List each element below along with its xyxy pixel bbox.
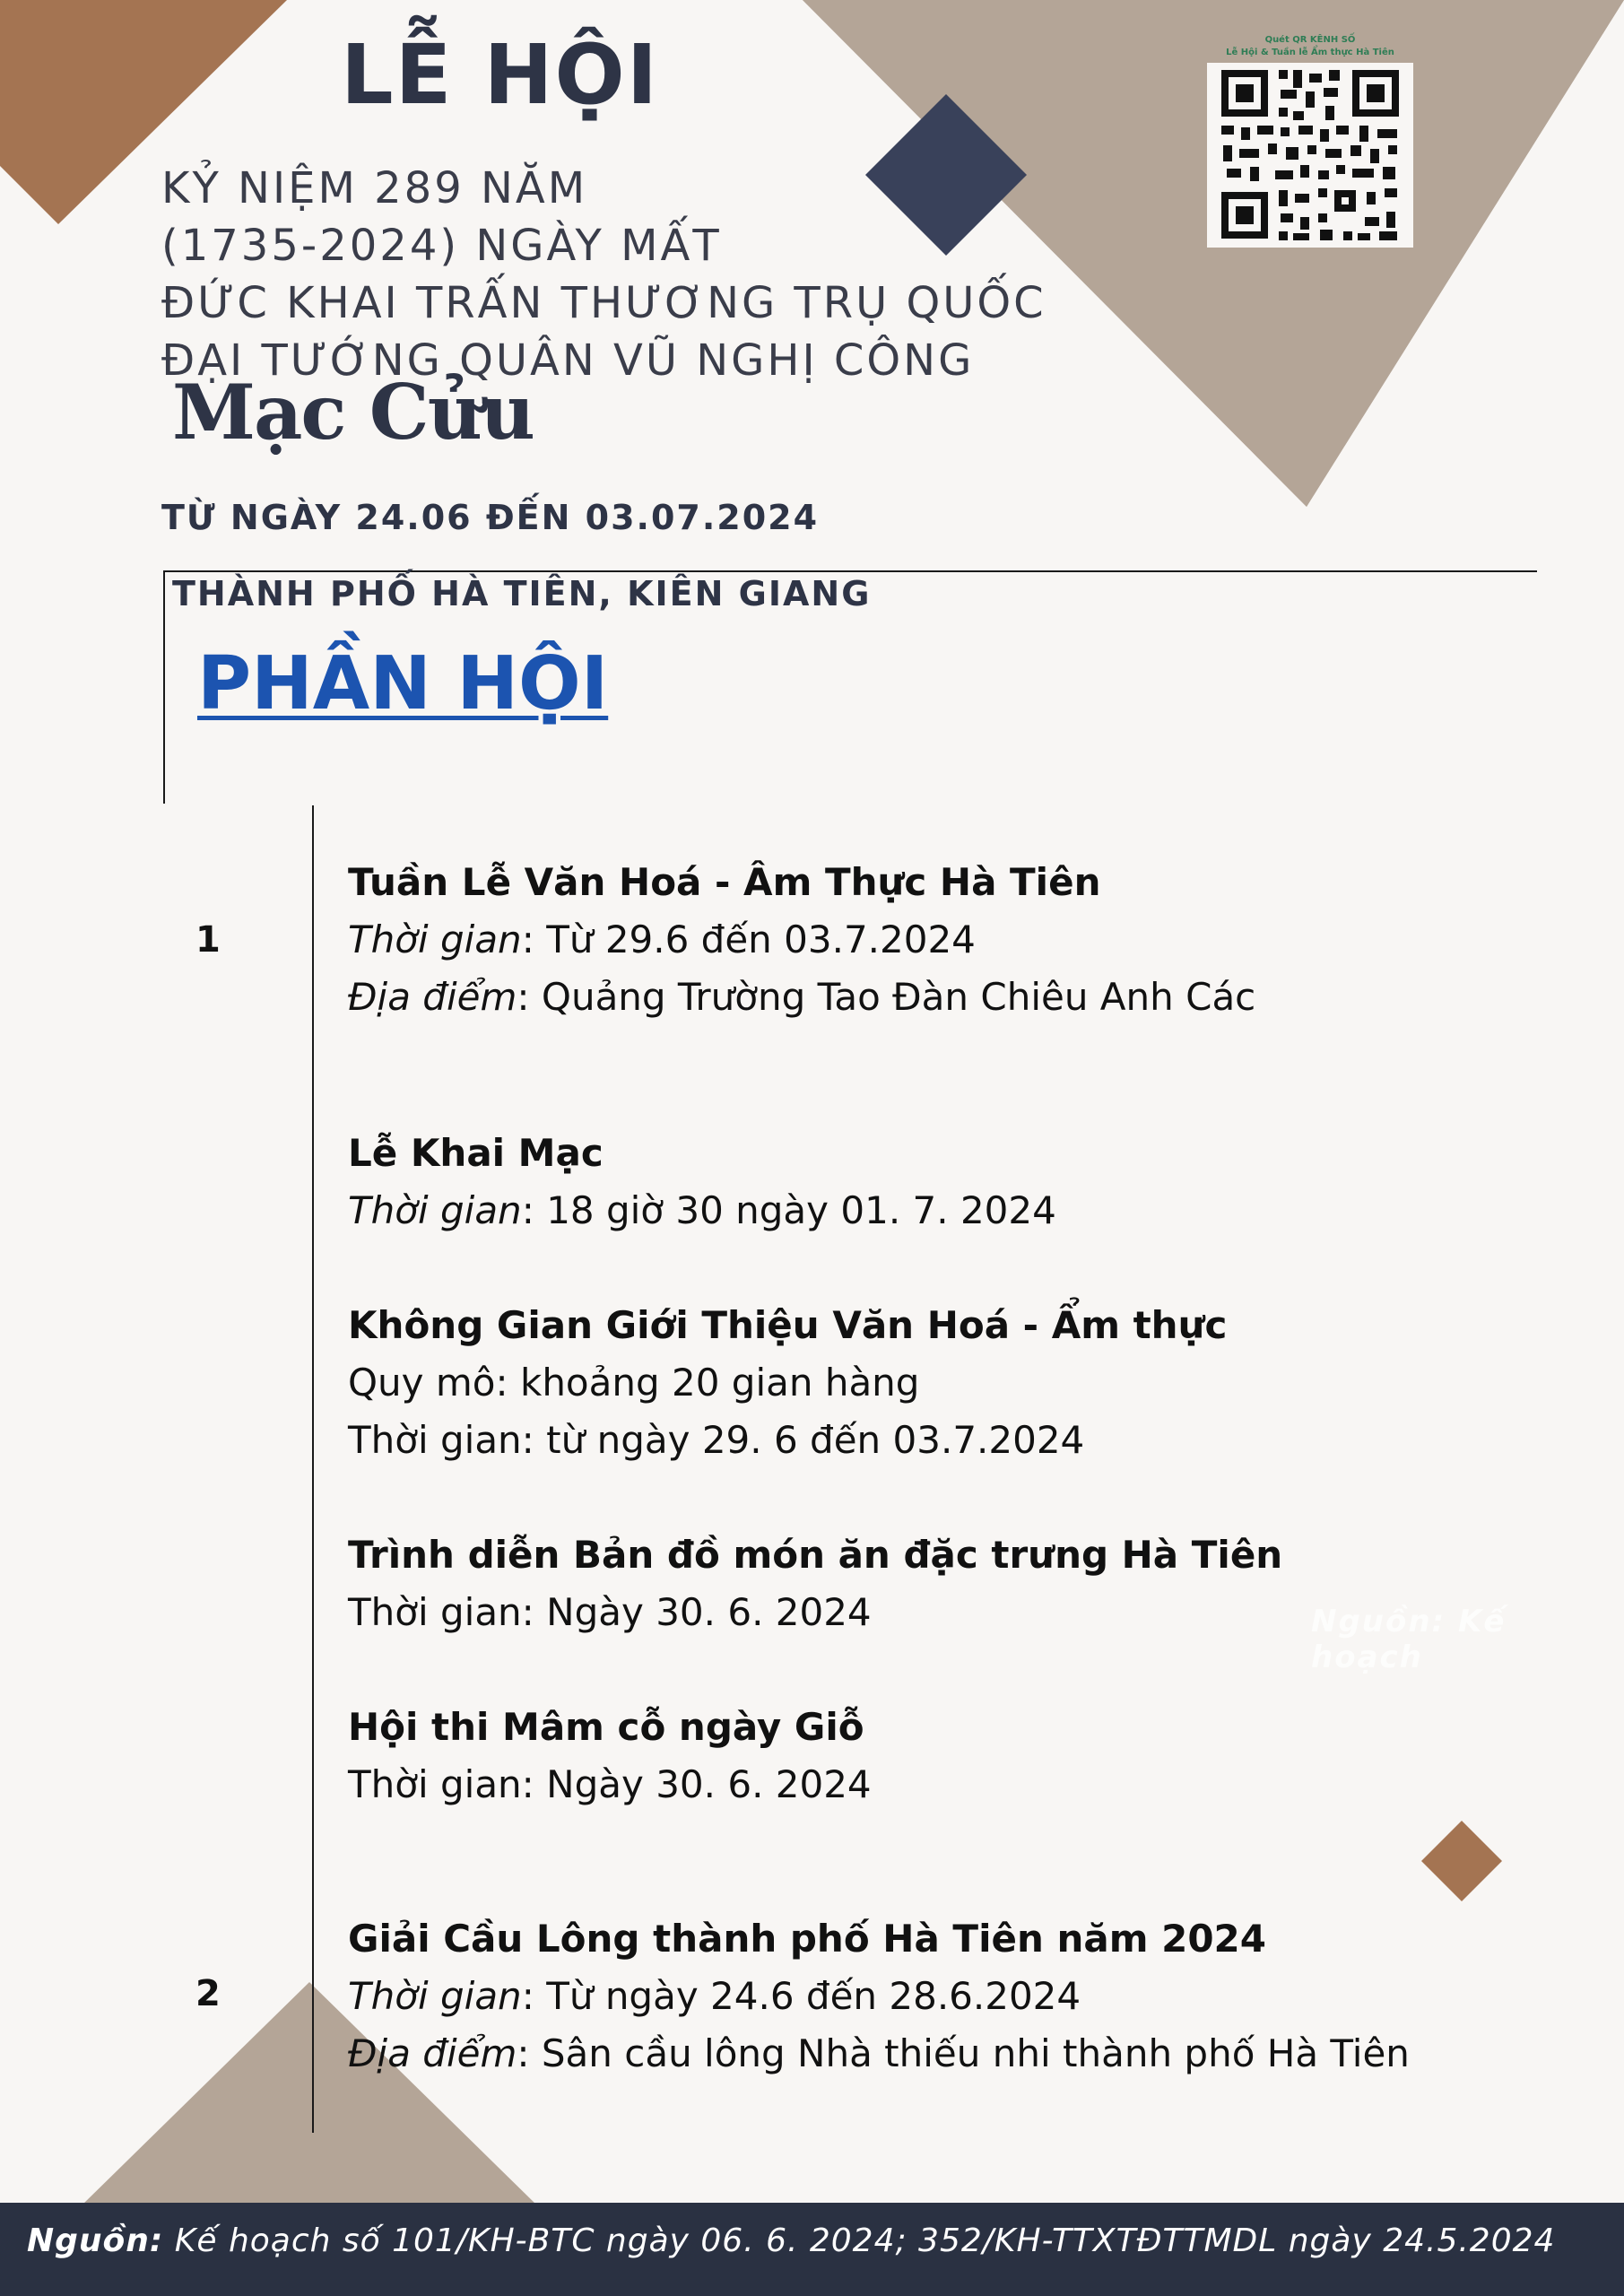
event-place <box>348 2025 1410 2083</box>
event-entry <box>348 1125 1056 1239</box>
divider-line <box>163 570 1537 572</box>
event-title: Giải Cầu Lông thành phố Hà Tiên năm 2024 <box>348 1917 1266 1961</box>
time-value: : Từ 29.6 đến 03.7.2024 <box>521 918 976 961</box>
event-title: Hội thi Mâm cỗ ngày Giỗ <box>348 1705 864 1749</box>
section-title-link[interactable]: PHẦN HỘI <box>197 641 609 726</box>
event-time <box>348 1182 1056 1239</box>
subtitle-line: ĐỨC KHAI TRẤN THƯƠNG TRỤ QUỐC <box>161 278 1046 328</box>
event-detail: Quy mô: khoảng 20 gian hàng <box>348 1361 920 1405</box>
subtitle-line: KỶ NIỆM 289 NĂM <box>161 163 588 213</box>
time-label: Thời gian <box>348 918 522 961</box>
divider-line <box>163 570 165 804</box>
anniversary-subtitle <box>161 160 1046 389</box>
event-title: Lễ Khai Mạc <box>348 1131 604 1175</box>
event-time <box>348 911 1255 969</box>
subtitle-line: (1735-2024) NGÀY MẤT <box>161 221 722 271</box>
festival-title: LỄ HỘI <box>341 27 659 123</box>
watermark-text: Nguồn: Kế hoạch <box>1311 1604 1507 1675</box>
event-time <box>348 1968 1410 2025</box>
event-entry <box>348 1297 1227 1469</box>
festival-date-range: TỪ NGÀY 24.06 ĐẾN 03.07.2024 <box>161 498 820 537</box>
event-entry <box>348 1526 1282 1641</box>
entry-number: 1 <box>195 919 221 961</box>
event-detail: Thời gian: từ ngày 29. 6 đến 03.7.2024 <box>348 1418 1085 1462</box>
place-label: Địa điểm <box>348 975 517 1019</box>
footer-text: Kế hoạch số 101/KH-BTC ngày 06. 6. 2024; 352/KH-TTXTĐTTMDL ngày 24.5.2024 <box>163 2222 1556 2259</box>
place-value: : Quảng Trường Tao Đàn Chiêu Anh Các <box>517 975 1256 1019</box>
qr-code[interactable] <box>1200 34 1420 255</box>
brown-diamond-shape <box>1421 1821 1502 1901</box>
qr-caption-line1: Quét QR KÊNH SỐ <box>1264 35 1356 45</box>
source-footer <box>0 2203 1624 2296</box>
qr-caption-line2: Lễ Hội & Tuần lễ Ẩm thực Hà Tiên <box>1226 48 1394 57</box>
event-entry <box>348 1699 872 1813</box>
event-title: Tuần Lễ Văn Hoá - Âm Thực Hà Tiên <box>348 860 1101 904</box>
event-title: Không Gian Giới Thiệu Văn Hoá - Ẩm thực <box>348 1303 1228 1347</box>
event-entry <box>348 1910 1410 2083</box>
event-title: Trình diễn Bản đồ món ăn đặc trưng Hà Tiên <box>348 1533 1283 1577</box>
entry-number: 2 <box>195 1973 221 2014</box>
place-label: Địa điểm <box>348 2031 517 2075</box>
time-value: : Từ ngày 24.6 đến 28.6.2024 <box>521 1974 1081 2018</box>
event-entry <box>348 854 1255 1026</box>
festival-location: THÀNH PHỐ HÀ TIÊN, KIÊN GIANG <box>172 574 872 613</box>
subtitle-line: ĐẠI TƯỚNG QUÂN VŨ NGHỊ CÔNG <box>161 335 975 386</box>
time-value: : 18 giờ 30 ngày 01. 7. 2024 <box>521 1188 1056 1232</box>
time-label: Thời gian <box>348 1974 522 2018</box>
event-detail: Thời gian: Ngày 30. 6. 2024 <box>348 1762 872 1806</box>
footer-label: Nguồn: <box>27 2222 164 2259</box>
qr-code-icon <box>1200 59 1420 253</box>
time-label: Thời gian <box>348 1188 522 1232</box>
timeline-line <box>312 805 314 2133</box>
footer-source-line <box>27 2222 1555 2259</box>
honoree-name: Mạc Cửu <box>172 368 534 457</box>
event-detail: Thời gian: Ngày 30. 6. 2024 <box>348 1590 872 1634</box>
place-value: : Sân cầu lông Nhà thiếu nhi thành phố Hà Tiên <box>517 2031 1410 2075</box>
event-place <box>348 969 1255 1026</box>
